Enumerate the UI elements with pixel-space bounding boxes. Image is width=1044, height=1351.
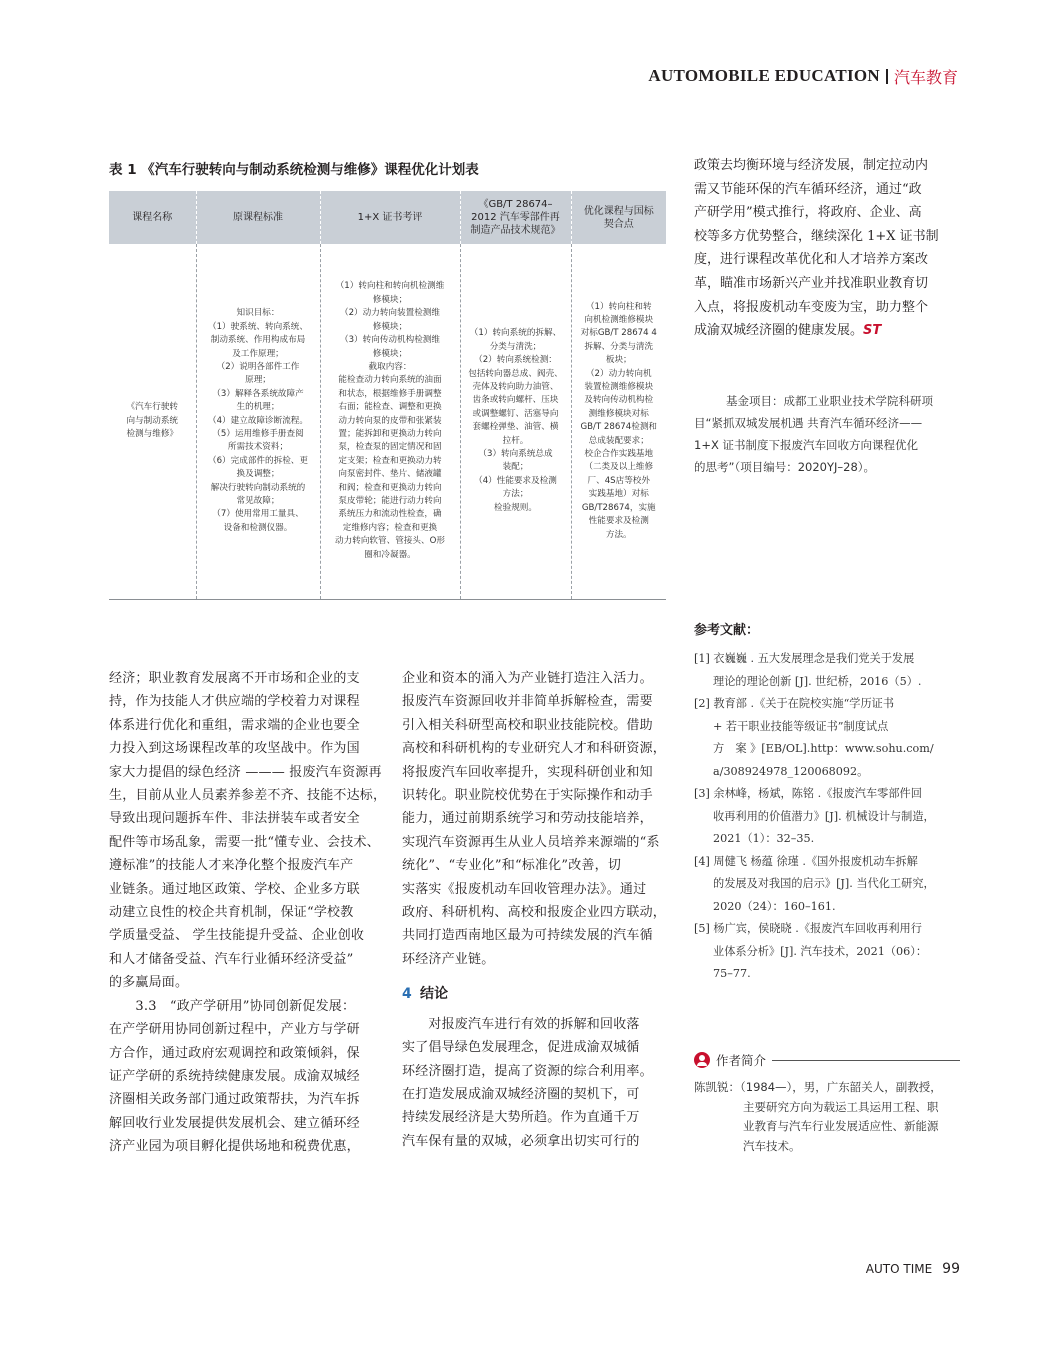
page-number: 99 <box>942 1261 960 1277</box>
author-line: 陈凯锐：（1984—），男，广东韶关人，副教授， <box>694 1080 942 1094</box>
text-line: 共同打造西南地区最为可持续发展的汽车循 <box>402 928 653 944</box>
article-end-mark: ST <box>863 323 882 339</box>
text-line: 实现汽车资源再生从业人员培养来源端的“系 <box>402 834 660 850</box>
fund-line: 1+X 证书制度下报废汽车回收方向课程优化 <box>694 438 918 452</box>
text-line: 校等多方优势整合，继续深化 1+X 证书制 <box>694 228 939 244</box>
text-line: 动建立良性的校企共育机制，保证“学校教 <box>109 905 354 921</box>
text-line: 力投入到这场课程改革的攻坚战中。作为国 <box>109 741 360 757</box>
running-header <box>648 64 958 88</box>
text-line: 解回收行业发展提供发展机会、建立循环经 <box>109 1115 360 1131</box>
author-line: 业教育与汽车行业发展适应性、新能源 <box>743 1119 939 1133</box>
text-line: 在打造发展成渝双城经济圈的契机下，可 <box>402 1086 640 1102</box>
page-footer <box>866 1261 960 1277</box>
reference-item: [1] 衣巍巍 . 五大发展理念是我们党关于发展 理论的理论创新 [J]. 世纪桥，2016（5）. <box>694 652 922 688</box>
magazine-name: AUTO TIME <box>865 1262 933 1276</box>
references-title: 参考文献： <box>694 623 760 638</box>
text-line: 家大力提倡的绿色经济 ——— 报废汽车资源再 <box>109 764 382 780</box>
text-line: 生，目前从业人员素养参差不齐、技能不达标， <box>109 788 387 804</box>
table-header-cell: 《GB/T 28674– 2012 汽车零部件再 制造产品技术规范》 <box>460 191 571 244</box>
header-english-title: AUTOMOBILE EDUCATION <box>648 66 880 85</box>
author-line: 主要研究方向为载运工具运用工程、职 <box>743 1099 939 1114</box>
text-line: 业链条。通过地区政策、学校、企业多方联 <box>109 881 360 897</box>
course-plan-table <box>109 191 666 600</box>
text-line: 持，作为技能人才供应端的学校着力对课程 <box>109 694 360 710</box>
text-line: 体系进行优化和重组，需求端的企业也要全 <box>109 717 360 733</box>
text-line: 持续发展经济是大势所趋。作为直通千万 <box>402 1110 640 1126</box>
table-cell-certificate: （1）转向柱和转向机检测维 修模块； （2）动力转向装置检测维 修模块； （3）转向传动机构检测维 修模块； 截取内容： 能检查动力转向系统的油面 和状态，根据维修手册调整 右面；能检查、调整和更换 动力转向泵的皮带和张紧装 置；能拆卸和更换动力转向 泵，检查泵的固定情况和固 定支架；检查和更换动力转 向泵密封件、垫片、储液罐 和阀；检查和更换动力转向 泵皮带轮；能进行动力转向 系统压力和流动性检查，确 定维修内容；检查和更换 动力转向软管、管接头、O形 圈和冷凝器。 <box>320 244 460 599</box>
fund-note <box>694 390 962 478</box>
text-line: 产研学用”模式推行，将政府、企业、高 <box>694 205 922 221</box>
subsection-heading: 3.3 “政产学研用”协同创新促发展： <box>109 998 356 1014</box>
text-line: 需又节能环保的汽车循环经济，通过“政 <box>694 181 922 197</box>
text-line: 汽车保有量的双城，必须拿出切实可行的 <box>402 1133 640 1149</box>
fund-line: 目“紧抓双城发展机遇 共育汽车循环经济—— <box>694 416 923 430</box>
table-header-row <box>109 191 666 244</box>
author-heading-rule <box>772 1060 960 1061</box>
table-header-cell: 原课程标准 <box>196 191 320 244</box>
text-line: 证产学研的系统持续健康发展。成渝双城经 <box>109 1068 360 1084</box>
text-line: 方合作，通过政府宏观调控和政策倾斜，保 <box>109 1045 360 1061</box>
table-cell-original-standard: 知识目标： （1）驶系统、转向系统、 制动系统、作用构成布局 及工作原理； （2）说明各部件工作 原理； （3）解释各系统故障产 生的机理； （4）建立故障诊断流程。 （5）运用维修手册查阅 所需技术资料； （6）完成部件的拆检、更 换及调整； 解决行驶转向制动系统的 常见故障； （7）使用常用工量具、 设备和检测仪器。 <box>196 244 320 599</box>
body-column-1 <box>109 667 387 1159</box>
text-line: 度，进行课程改革优化和人才培养方案改 <box>694 252 929 268</box>
references-list <box>694 648 962 986</box>
table-caption: 表 1 《汽车行驶转向与制动系统检测与维修》课程优化计划表 <box>109 162 479 178</box>
section-title: 结论 <box>419 986 449 1003</box>
text-line: 企业和资本的涌入为产业链打造注入活力。 <box>402 671 653 686</box>
right-column-paragraph <box>694 154 962 343</box>
text-line: 将报废汽车回收率提升，实现科研创业和知 <box>402 764 653 780</box>
text-line: 遵标准”的技能人才来净化整个报废汽车产 <box>109 858 354 874</box>
text-line: 入点，将报废机动车变废为宝，助力整个 <box>694 299 929 315</box>
section-heading <box>402 983 668 1006</box>
text-line: 实了倡导绿色发展理念，促进成渝双城循 <box>402 1040 640 1056</box>
header-chinese-title: 汽车教育 <box>893 67 958 87</box>
section-number: 4 <box>402 986 412 1003</box>
text-line: 对报废汽车进行有效的拆解和回收落 <box>402 1016 640 1032</box>
fund-line: 基金项目：成都工业职业技术学院科研项 <box>726 394 933 408</box>
author-bio <box>694 1078 962 1156</box>
text-line: 导致出现问题拆车件、非法拼装车或者安全 <box>109 811 360 827</box>
text-line: 的多赢局面。 <box>109 975 189 991</box>
table-cell-optimization: （1）转向柱和转 向机检测维修模块 对标GB/T 28674 4 拆解、分类与清洗 板块； （2）动力转向机 装置检测维修模块 及转向传动机构检 测维修模块对标 GB/T 28674检测和 总成装配要求； 校企合作实践基地 （二类及以上维修 厂、4S店等校外 实践基地）对标 GB/T28674，实施 性能要求及检测 方法。 <box>571 244 666 599</box>
text-line: 环经济产业链。 <box>402 951 495 967</box>
author-heading <box>694 1051 960 1069</box>
table-row <box>109 244 666 599</box>
text-line: 济圈相关政务部门通过政策帮扶，为汽车拆 <box>109 1092 360 1108</box>
reference-item: [3] 余林峰，杨斌，陈铭 .《报废汽车零部件回 收再利用的价值潜力》[J]. 机械设计与制造， 2021（1）：32–35. <box>694 787 935 845</box>
text-line: 配件等市场乱象，需要一批“懂专业、会技术、 <box>109 834 380 850</box>
text-line: 经济；职业教育发展离不开市场和企业的支 <box>109 671 360 686</box>
table-header-cell: 课程名称 <box>109 191 196 244</box>
text-line: 和人才储备受益、汽车行业循环经济受益” <box>109 951 354 967</box>
text-line: 学质量受益、 学生技能提升受益、企业创收 <box>109 928 365 944</box>
text-line: 统化”、“专业化”和“标准化”改善，切 <box>402 858 622 874</box>
text-line: 在产学研用协同创新过程中，产业方与学研 <box>109 1022 360 1038</box>
text-line: 政府、科研机构、高校和报废企业四方联动， <box>402 905 667 921</box>
author-line: 汽车技术。 <box>743 1138 801 1153</box>
text-line: 能力，通过前期系统学习和劳动技能培养， <box>402 811 653 827</box>
header-divider <box>886 69 888 84</box>
author-heading-label: 作者简介 <box>716 1053 767 1068</box>
reference-item: [5] 杨广宾，侯晓晓 .《报废汽车回收再利用行 业体系分析》[J]. 汽车技术，2021（06）： 75–77. <box>694 922 928 980</box>
text-line: 政策去均衡环境与经济发展，制定拉动内 <box>694 158 929 173</box>
body-column-2 <box>402 667 668 1153</box>
text-line: 高校和科研机构的专业研究人才和科研资源， <box>402 741 667 757</box>
text-line-last: 成渝双城经济圈的健康发展。ST <box>694 323 882 339</box>
table-cell-gb-standard: （1）转向系统的拆解、 分类与清洗； （2）转向系统检测： 包括转向器总成、阀壳、 壳体及转向助力油管、 齿条或转向螺杆、压块 或调整螺钉、活塞导向 套螺栓弹垫、油管、横 拉杆。 （3）转向系统总成 装配； （4）性能要求及检测 方法； 检验规则。 <box>460 244 571 599</box>
text-line: 革，瞄准市场新兴产业并找准职业教育切 <box>694 275 929 291</box>
text-line: 报废汽车资源回收并非简单拆解检查，需要 <box>402 694 653 710</box>
text-line: 环经济圈打造，提高了资源的综合利用率。 <box>402 1063 653 1079</box>
text-line: 引入相关科研型高校和职业技能院校。借助 <box>402 717 653 733</box>
person-icon <box>694 1052 710 1068</box>
text-line: 识转化。职业院校优势在于实际操作和动手 <box>402 788 653 804</box>
table-cell-course-name: 《汽车行驶转 向与制动系统 检测与维修》 <box>126 402 179 439</box>
reference-item: [2] 教育部 .《关于在院校实施“学历证书 + 若干职业技能等级证书”制度试点 方 案 》[EB/OL].http：www.sohu.com/ a/308924978_120068092。 <box>694 697 934 778</box>
reference-item: [4] 周健飞 杨蕴 徐瑾 .《国外报废机动车拆解 的发展及对我国的启示》[J]. 当代化工研究， 2020（24）：160–161. <box>694 854 935 913</box>
text-line: 济产业园为项目孵化提供场地和税费优惠， <box>109 1139 360 1155</box>
table-header-cell: 优化课程与国标 契合点 <box>571 191 666 244</box>
table-header-cell: 1+X 证书考评 <box>320 191 460 244</box>
text-line: 实落实《报废机动车回收管理办法》。通过 <box>402 881 647 897</box>
fund-line: 的思考”（项目编号：2020YJ–28）。 <box>694 460 876 474</box>
